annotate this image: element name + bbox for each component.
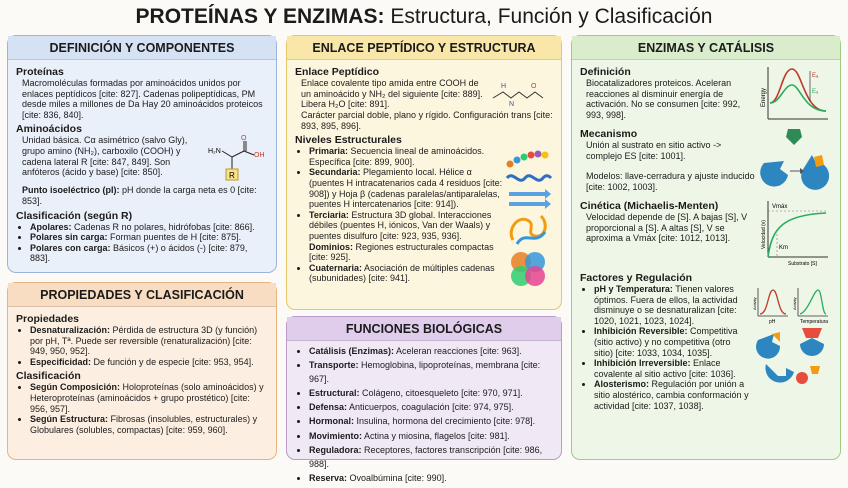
definition-header: DEFINICIÓN Y COMPONENTES bbox=[8, 36, 276, 60]
mecanismo-text-2: Modelos: llave-cerradura y ajuste inducido [cite: 1002, 1003]. bbox=[586, 171, 755, 192]
svg-text:Vmáx: Vmáx bbox=[772, 204, 788, 210]
list-item: • pH y Temperatura: Tienen valores óptimos. Fuera de ellos, la actividad disminuye o se desnaturalizan [cite: 1020, 1021, 1023, 1024]. bbox=[594, 284, 752, 326]
list-item: • Estructural: Colágeno, citoesqueleto [cite: 970, 971]. bbox=[309, 386, 553, 400]
list-item: • Catálisis (Enzimas): Aceleran reacciones [cite: 963]. bbox=[309, 344, 553, 358]
svg-text:H: H bbox=[501, 83, 507, 90]
list-item: • Defensa: Anticuerpos, coagulación [cite: 974, 975]. bbox=[309, 400, 553, 414]
list-item: • Transporte: Hemoglobina, lipoproteínas, membrana [cite: 967]. bbox=[309, 358, 553, 386]
svg-text:O: O bbox=[241, 135, 247, 143]
svg-text:Eₐ: Eₐ bbox=[812, 89, 819, 95]
enlace-text: Enlace covalente tipo amida entre COOH de un aminoácido y NH₂ del siguiente [cite: 889]. Libera H₂O [cite: 891]. bbox=[301, 78, 483, 110]
list-item: • Alosterismo: Regulación por unión a sitio alostérico, cambia conformación y actividad [cite: 1037, 1038]. bbox=[594, 379, 752, 411]
svg-text:O: O bbox=[531, 83, 537, 90]
page-title: PROTEÍNAS Y ENZIMAS: Estructura, Función y Clasificación bbox=[135, 5, 713, 28]
list-item: • Apolares: Cadenas R no polares, hidrófobas [cite: 866]. bbox=[30, 222, 268, 233]
primary-chain-icon bbox=[505, 146, 553, 170]
svg-text:N: N bbox=[509, 101, 515, 108]
list-item: • Desnaturalización: Pérdida de estructura 3D (y función) por pH, Tª. Puede ser reversible (renaturalización) [cite: 949, 950, 952]. bbox=[30, 325, 268, 357]
cinetica-heading: Cinética (Michaelis-Menten) bbox=[580, 200, 719, 212]
functions-header: FUNCIONES BIOLÓGICAS bbox=[287, 317, 561, 341]
niveles-heading: Niveles Estructurales bbox=[295, 134, 402, 147]
proteinas-text: Macromoléculas formadas por aminoácidos unidos por enlaces peptídicos [cite: 827]. Cadenas polipeptídicas, PM desde miles a millones de Da Hay 20 aminoácidos proteicos [cite: 836, 840]. bbox=[22, 78, 263, 120]
svg-text:Eₐ: Eₐ bbox=[812, 73, 819, 79]
aminoacidos-text: Unidad básica. Cα asimétrico (salvo Gly), grupo amino (NH₂), carboxilo (COOH) y cadena lateral R [cite: 847, 849]. Son anfóteros (ácido y base) [cite: 850]. bbox=[22, 135, 188, 178]
enzyme-def-heading: Definición bbox=[580, 66, 631, 78]
amino-acid-structure-icon bbox=[208, 135, 268, 185]
list-item: • Hormonal: Insulina, hormona del crecimiento [cite: 978]. bbox=[309, 414, 553, 428]
svg-text:Substrato [S]: Substrato [S] bbox=[788, 261, 817, 267]
functions-panel bbox=[286, 316, 562, 483]
aminoacidos-heading: Aminoácidos bbox=[16, 123, 82, 136]
list-item: • Reguladora: Receptores, factores transcripción [cite: 986, 988]. bbox=[309, 443, 553, 471]
enzymes-header: ENZIMAS Y CATÁLISIS bbox=[572, 36, 840, 60]
list-item: • Especificidad: De función y de especie [cite: 953, 954]. bbox=[30, 357, 268, 368]
svg-text:Km: Km bbox=[779, 245, 788, 251]
michaelis-menten-chart bbox=[758, 197, 830, 269]
properties-panel bbox=[7, 282, 277, 460]
svg-text:Activity: Activity bbox=[792, 297, 797, 310]
enlace-heading: Enlace Peptídico bbox=[295, 66, 380, 78]
definition-panel bbox=[7, 35, 277, 273]
svg-text:Velocidad (v): Velocidad (v) bbox=[761, 220, 767, 249]
properties-header: PROPIEDADES Y CLASIFICACIÓN bbox=[8, 283, 276, 307]
mecanismo-text-1: Unión al sustrato en sitio activo -> complejo ES [cite: 1001]. bbox=[586, 140, 722, 161]
svg-text:R: R bbox=[229, 171, 235, 181]
peptide-panel bbox=[286, 35, 562, 310]
list-item: • Cuaternaria: Asociación de múltiples cadenas (subunidades) [cite: 941]. bbox=[309, 263, 505, 284]
propiedades-heading: Propiedades bbox=[16, 313, 80, 325]
cinetica-text: Velocidad depende de [S]. A bajas [S], V proporcional a [S]. A altas [S], V se aproxima a Vmáx [cite: 1012, 1013]. bbox=[586, 212, 748, 244]
clasificacion-r-heading: Clasificación (según R) bbox=[16, 209, 133, 222]
peptide-header: ENLACE PEPTÍDICO Y ESTRUCTURA bbox=[287, 36, 561, 60]
quaternary-structure-icon bbox=[505, 248, 553, 288]
alpha-helix-icon bbox=[505, 170, 553, 210]
list-item: • Movimiento: Actina y miosina, flagelos [cite: 981]. bbox=[309, 429, 553, 443]
energy-diagram-icon bbox=[758, 63, 830, 125]
clasificacion-heading: Clasificación bbox=[16, 370, 81, 383]
enzyme-def-text: Biocatalizadores proteicos. Aceleran reacciones al disminuir energía de activación. No se consumen [cite: 992, 993, 998]. bbox=[586, 78, 741, 120]
list-item: • Terciaria: Estructura 3D global. Interacciones débiles (puentes H, iónicos, Van der Waals) y puentes disulfuro [cite: 923, 935, 936]. bbox=[309, 210, 505, 242]
list-item: • Secundaria: Plegamiento local. Hélice α (puentes H intracatenarios cada 4 residuos [cite: 908]) y Hoja β (cadenas paralelas/antiparalelas, puentes H intercatenarios [cite: 914]). bbox=[309, 167, 505, 209]
svg-text:OH: OH bbox=[254, 152, 265, 160]
proteinas-heading: Proteínas bbox=[16, 66, 64, 78]
list-item: • Inhibición Irreversible: Enlace covalente al sitio activo [cite: 1036]. bbox=[594, 358, 752, 379]
isoelectric-point: Punto isoeléctrico (pI): pH donde la carga neta es 0 [cite: 853]. bbox=[22, 185, 257, 206]
factores-heading: Factores y Regulación bbox=[580, 272, 693, 284]
activity-charts-icon bbox=[752, 284, 832, 324]
svg-text:Activity: Activity bbox=[752, 297, 757, 310]
peptide-bond-icon bbox=[491, 78, 553, 110]
list-item: • Polares sin carga: Forman puentes de H [cite: 875]. bbox=[30, 232, 268, 243]
list-item: • Polares con carga: Básicos (+) o ácidos (-) [cite: 879, 883]. bbox=[30, 243, 268, 264]
list-item: • Según Composición: Holoproteínas (solo aminoácidos) y Heteroproteínas (aminoácidos + grupo prostético) [cite: 956, 957]. bbox=[30, 382, 268, 414]
mecanismo-heading: Mecanismo bbox=[580, 128, 638, 140]
svg-text:Energy: Energy bbox=[761, 87, 767, 107]
list-item: • Primaria: Secuencia lineal de aminoácidos. Específica [cite: 899, 900]. bbox=[309, 146, 505, 167]
enzymes-panel bbox=[571, 35, 841, 460]
list-item: • Según Estructura: Fibrosas (insolubles, estructurales) y Globulares (solubles, compactas) [cite: 959, 960]. bbox=[30, 414, 268, 435]
list-item: • Inhibición Reversible: Competitiva (sitio activo) y no competitiva (otro sitio) [cite: 1033, 1034, 1035]. bbox=[594, 326, 752, 358]
allosteric-icon bbox=[752, 358, 832, 392]
list-item: Dominios: Regiones estructurales compactas [cite: 925]. bbox=[309, 241, 494, 263]
enlace-text-2: Carácter parcial doble, plano y rígido. Configuración trans [cite: 893, 895, 896]. bbox=[301, 110, 553, 131]
tertiary-structure-icon bbox=[505, 210, 553, 248]
inhibition-icon bbox=[752, 324, 832, 358]
svg-text:pH: pH bbox=[769, 319, 776, 325]
svg-text:Temperatura: Temperatura bbox=[800, 319, 829, 325]
list-item: • Reserva: Ovoalbúmina [cite: 990]. bbox=[309, 471, 553, 485]
svg-text:H₂N: H₂N bbox=[208, 148, 221, 156]
lock-and-key-icon bbox=[758, 125, 830, 197]
